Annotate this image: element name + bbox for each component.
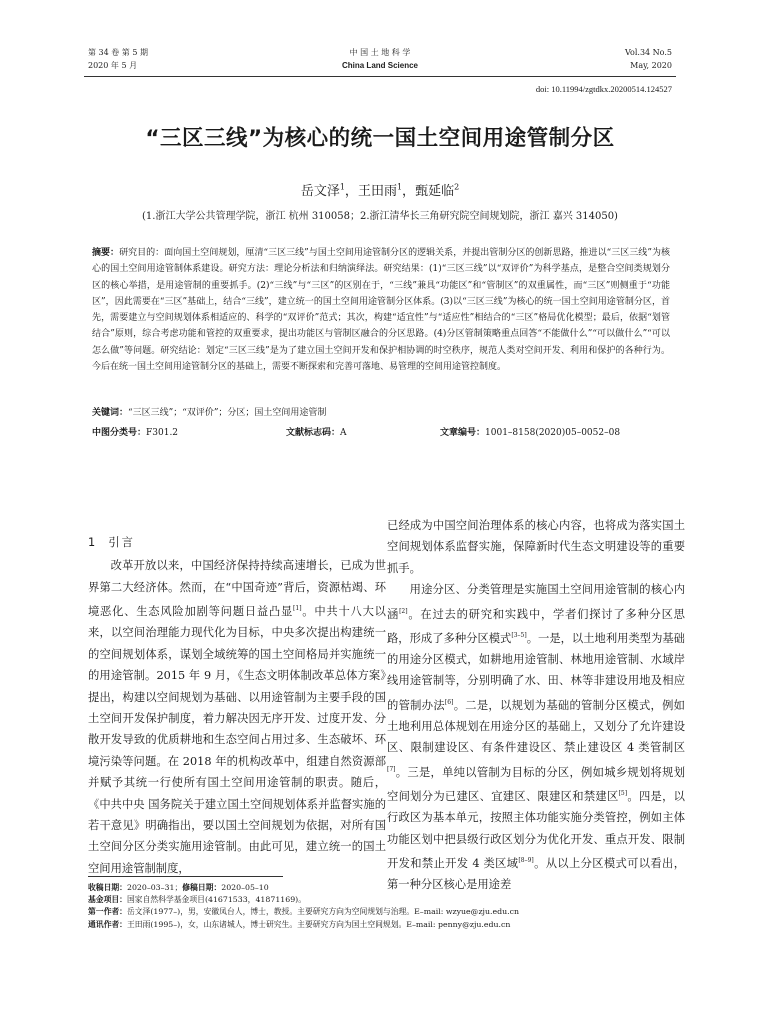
running-header-center [300,46,460,72]
abstract [92,245,670,375]
revised-label: 修稿日期： [182,883,222,892]
section-title: 引言 [108,536,135,549]
document-code-value: A [340,428,347,438]
running-header-right [625,46,672,72]
article-number-label: 文章编号： [440,428,486,438]
affiliation-mark: 1 [396,182,403,192]
citation[interactable]: [8–9] [518,856,534,864]
document-code-label: 文献标志码： [286,428,341,438]
paragraph-text: 。三是，单纯以管制为目标的分区，例如城乡规划将规划空间划分为已建区、宜建区、限建区和禁建区 [387,765,685,803]
author-name: 王田雨 [357,184,397,199]
document-code [286,425,347,438]
author-separator: ， [344,184,358,199]
doi[interactable]: doi: 10.11994/zgtdkx.20200514.124527 [535,84,672,94]
section-number: 1 [88,536,98,549]
received-value: 2020–03–31； [126,883,183,892]
citation[interactable]: [6] [444,698,454,706]
first-author-value: 岳文泽(1977–)，男，安徽凤台人，博士，教授。主要研究方向为空间规划与治理。E–mail: wzyue@zju.edu.cn [126,907,519,917]
journal-name-en: China Land Science [341,61,419,70]
paragraph-text: 。在过去的研究和实践中，学者们探讨了多种分区思路，形成了多种分区模式 [387,607,685,645]
header-divider [84,76,676,77]
body-column-left [88,532,386,879]
volume-issue: 第 34 卷 第 5 期 [88,48,148,57]
author-name: 岳文泽 [300,184,340,199]
author-separator: ， [402,184,416,199]
citation[interactable]: [3–5] [511,631,527,639]
citation[interactable]: [2] [399,607,408,615]
clc-number [92,425,178,438]
footnote-dates [88,882,678,894]
issue-date-en: May, 2020 [630,61,672,70]
corresponding-label: 通讯作者： [88,919,127,929]
paragraph-text: 。中共十八大以来，以空间治理能力现代化为目标，中央多次提出构建统一的空间规划体系，谋划全域统筹的国土空间格局并实施统一的用途管制。2015 年 9 月，《生态文明体制改革总体方案》提出，构建以空间规划为基础、以用途管制为主要手段的国土空间开发保护制度，着力解决因无序开发、过度开发、分散开发导致的优质耕地和生态空间占用过多、生态破坏、环境污染等问题。在 2018 年的机构改革中，组建自然资源部并赋予其统一行使所有国土空间用途管制的职责。随后，《中共中央 国务院关于建立国土空间规划体系并监督实施的若干意见》明确指出，要以国土空间规划为依据，对所有国土空间分区分类实施用途管制。由此可见，建立统一的国土空间用途管制制度， [88,604,386,875]
citation[interactable]: [1] [293,605,302,613]
footnote-first-author [88,906,678,918]
paragraph-text: 。二是，以规划为基础的管制分区模式，例如土地利用总体规划在用途分区的基础上，又划分了允许建设区、限制建设区、有条件建设区、禁止建设区 4 类管制区 [387,698,685,755]
fund-value: 国家自然科学基金项目(41671533，41871169)。 [126,895,306,905]
paragraph [88,555,386,879]
abstract-label: 摘要： [92,248,120,258]
affiliation-mark: 2 [454,182,460,192]
article-title: “三区三线”为核心的统一国土空间用途管制分区 [145,126,615,151]
paragraph-text: 。从以上分区模式可以看出，第一种分区核心是用途差 [387,856,685,892]
footnotes [88,882,678,931]
footnote-fund [88,894,678,906]
body-column-right [387,515,685,896]
citation[interactable]: [7] [387,765,396,773]
author-list [0,180,760,199]
keywords-label: 关键词： [92,408,129,418]
received-label: 收稿日期： [88,883,127,892]
affiliations: (1.浙江大学公共管理学院，浙江 杭州 310058；2.浙江清华长三角研究院空间规划院，浙江 嘉兴 314050) [142,211,618,222]
paragraph-text: 。四是，以行政区为基本单元，按照主体功能实施分类管控，例如主体功能区划中把县级行政区划分为优化开发、重点开发、限制开发和禁止开发 4 类区域 [387,789,685,870]
volume-issue-en: Vol.34 No.5 [625,48,672,57]
running-header-left [88,46,148,72]
footnote-corresponding-author [88,919,678,931]
first-author-label: 第一作者： [88,907,127,917]
paragraph-continued: 已经成为中国空间治理体系的核心内容，也将成为落实国土空间规划体系监督实施，保障新时代生态文明建设等的重要抓手。 [387,519,685,575]
citation[interactable]: [5] [618,789,628,797]
clc-value: F301.2 [146,428,179,438]
section-heading [88,532,386,553]
article-number-value: 1001–8158(2020)05–0052–08 [485,428,621,438]
issue-date: 2020 年 5 月 [88,61,138,70]
journal-name-zh: 中 国 土 地 科 学 [349,48,411,57]
affiliation-mark: 1 [339,182,345,192]
corresponding-value: 王田雨(1995–)，女，山东诸城人，博士研究生。主要研究方向为国土空间规划。E–mail: penny@zju.edu.cn [126,919,511,929]
keywords [92,405,670,418]
author-name: 甄延临 [415,184,455,199]
keywords-text: “三区三线”；“双评价”；分区；国土空间用途管制 [128,408,327,418]
clc-label: 中图分类号： [92,428,147,438]
article-number [440,425,620,438]
paragraph-text: 改革开放以来，中国经济保持持续高速增长，已成为世界第二大经济体。然而，在“中国奇迹”背后，资源枯竭、环境恶化、生态风险加剧等问题日益凸显 [88,559,386,618]
footnote-divider [88,876,283,877]
revised-value: 2020–05–10 [221,883,269,892]
paragraph-text: 。一是，以土地利用类型为基础的用途分区模式，如耕地用途管制、林地用途管制、水域岸线用途管制等，分别明确了水、田、林等非建设用地及相应的管制办法 [387,631,685,712]
paragraph [387,579,685,895]
abstract-text: 研究目的：面向国土空间规划，厘清“三区三线”与国土空间用途管制分区的逻辑关系，并提出管制分区的创新思路，推进以“三区三线”为核心的国土空间用途管制体系建设。研究方法：理论分析法和归纳演绎法。研究结果：(1)“三区三线”以“双评价”为科学基点，是整合空间类规划分区的核心举措，是用途管制的重要抓手。(2)“三线”与“三区”的区别在于，“三线”兼具“功能区”和“管制区”的双重属性，而“三区”则侧重于“功能区”，因此需要在“三区”基础上，结合“三线”，建立统一的国土空间用途管制分区体系。(3)以“三区三线”为核心的统一国土空间用途管制分区，首先，需要建立与空间规划体系相适应的、科学的“双评价”范式；其次，构建“适宜性”与“适应性”相结合的“三区”格局优化模型；最后，依据“划管结合”原则，综合考虑功能和管控的双重要求，提出功能区与管制区融合的分区思路。(4)分区管制策略重点回答“不能做什么”“可以做什么”“可以怎么做”等问题。研究结论：划定“三区三线”是为了建立国土空间开发和保护相协调的时空秩序，规范人类对空间开发、利用和保护的各种行为。今后在统一国土空间用途管制分区的基础上，需要不断探索和完善可落地、易管理的空间用途管控制度。 [92,248,670,373]
paragraph-text: 用途分区、分类管理是实施国土空间用途管制的核心内涵 [387,583,685,621]
fund-label: 基金项目： [88,895,127,905]
